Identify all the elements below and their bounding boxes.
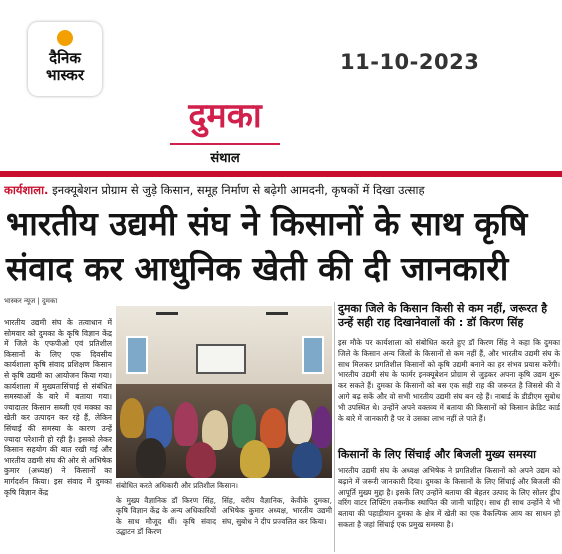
logo-line-2: भास्कर xyxy=(46,66,84,84)
column-divider xyxy=(334,302,335,552)
subheading-2: किसानों के लिए सिंचाई और बिजली मुख्य समस्या xyxy=(338,448,536,461)
logo-line-1: दैनिक xyxy=(49,49,81,67)
dainik-bhaskar-logo xyxy=(28,22,102,96)
article-column-6: भारतीय उद्यमी संघ के अध्यक्ष अभिषेक ने प्रगतिशील किसानों को अपने उद्यम को बढ़ाने में जरूरी जानकारी दिया। दुमका के किसानों के लिए सिंचाई और बिजली की आपूर्ति मुख्य मुद्दा है। इसके लिए उन्होंने बताया की बेहतर उत्पाद के लिए सोलर ड्रीप वरिंग वाटर लिफ्टिंग तकनीक स्थापित की जानी चाहिए। साथ ही साथ उन्होंने ये भी बताया की पहाड़ीयान दुमका के क्षेत्र में खेती का एक वैकल्पिक आय का साधन हो सकता है जहां सिंचाई एक प्रमुख समस्या है। xyxy=(338,466,560,529)
headline: भारतीय उद्यमी संघ ने किसानों के साथ कृषि संवाद कर आधुनिक खेती की दी जानकारी xyxy=(6,204,528,288)
region-name: संथाल xyxy=(210,151,240,166)
city-underline xyxy=(170,143,280,145)
photo-caption: संबोधित करते अधिकारी और प्रतिशील किसान। xyxy=(116,481,238,490)
workshop-photo xyxy=(116,306,332,478)
article-column-3: के मुख्य वैज्ञानिक डॉ किरण सिंह, कृषि विज्ञान केंद्र के अन्य अधिकारियों के साथ मौजूद थीं। कृषि संवाद उद्घाटन डॉ किरण xyxy=(116,496,216,537)
section-divider xyxy=(0,171,562,177)
kicker-text: इनक्यूबेशन प्रोग्राम से जुड़े किसान, समूह निर्माण से बढ़ेगी आमदनी, कृषकों में दिखा उत्साह xyxy=(48,183,425,197)
kicker-line xyxy=(4,183,559,198)
article-column-5: इस मौके पर कार्यशाला को संबोधित करते हुए डॉ किरण सिंह ने कहा कि दुमका जिले के किसान अन्य जिलों के किसानों से कम नहीं हैं, और भारतीय उद्यमी संघ के साथ मिलकर प्रगतिशील किसानों को कृषि उद्यमी बनाने का हर संभव प्रयास करेंगी। भारतीय उद्यमी संघ के फार्मर इनक्यूबेशन प्रोग्राम से जुड़कर अपना कृषि उद्यम शुरू कर सकते हैं। दुमका के किसानों को बस एक सही राह की जरूरत है जिससे की वे आगे बढ़ सकें और वो सभी भारतीय उद्यमी संघ बन रहे हैं। नाबार्ड के डीडीएम सुबोध भी उपस्थित थे। उन्होंने अपने वक्तव्य में बताया की किसानों को किसान क्रेडिट कार्ड के बारे में जानकारी है पर वे उसका लाभ नहीं ले पाते हैं। xyxy=(338,338,560,423)
byline: भास्कर न्यूज | दुमका xyxy=(4,297,58,305)
city-name: दुमका xyxy=(188,96,262,136)
article-column-4: सिंह, वरीय वैज्ञानिक, केवीके दुमका, अभिषेक कुमार अध्यक्ष, भारतीय उद्यमी संघ, सुबोध ने दीप प्रज्वलित कर किया। xyxy=(222,496,332,526)
edition-date: 11-10-2023 xyxy=(340,50,480,74)
article-column-1: भारतीय उद्यमी संघ के तत्वाधान में सोमवार को दुमका के कृषि विज्ञान केंद्र में जिले के एफपीओ एवं प्रतिशील किसानों के लिए एक दिवसीय कार्यशाला कृषि संवाद प्रशिक्षण किसान से कृषि उद्यमी का आयोजन किया गया। कार्यशाला में मुख्यतःसिंचाई से संबंधित समस्याओं के बारे में बताया गया। ज्यादातर किसान सब्जी एवं मक्का का खेती कर उत्पादन कर रहे हैं, लेकिन सिंचाई की समस्या के कारण उन्हें ज्यादा परेशानी हो रही है। इसको लेकर किसान सहयोग की बात रखी गई और भारतीय उद्यमी संघ की ओर से अभिषेक कुमार (अध्यक्ष) ने किसानों का मार्गदर्शन किया। इस संवाद में दुमका कृषि विज्ञान केंद्र xyxy=(4,318,112,497)
sun-icon xyxy=(57,30,73,46)
subheading-1: दुमका जिले के किसान किसी से कम नहीं, जरूरत है उन्हें सही राह दिखानेवालों की : डॉ किरण सिंह xyxy=(338,302,548,329)
projector-screen xyxy=(196,344,246,374)
kicker-label: कार्यशाला. xyxy=(4,183,49,197)
